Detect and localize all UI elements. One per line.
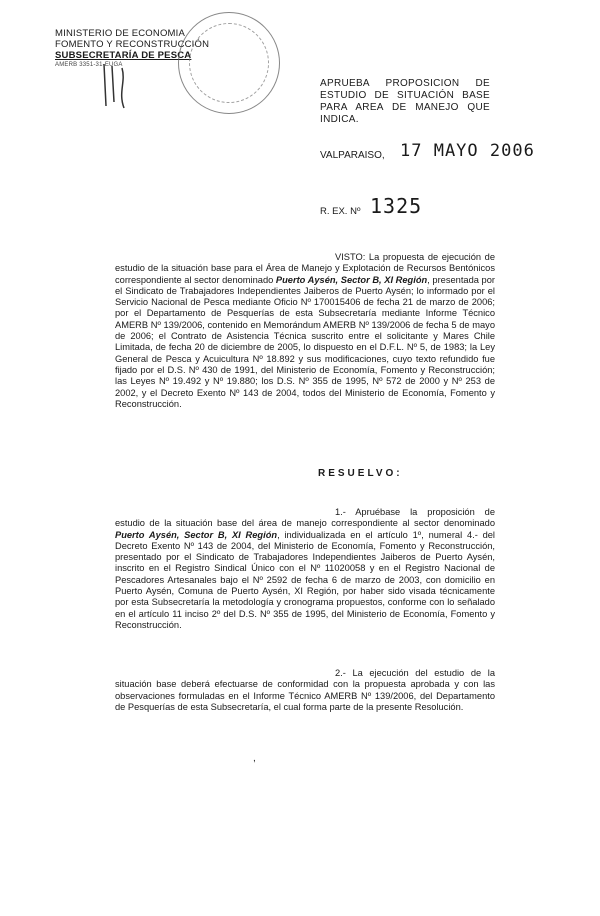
letterhead-ministry: MINISTERIO DE ECONOMIA — [55, 28, 186, 39]
handwritten-mark — [96, 62, 136, 110]
place-label: VALPARAISO, — [320, 150, 385, 161]
article-2-paragraph: 2.- La ejecución del estudio de la situación base deberá efectuarse de conformidad con la propuesta aprobada y con las observaciones formuladas en el Informe Técnico AMERB Nº 139/2006, del Departamento de Pesquerías de esta Subsecretaría, el cual forma parte de la presente Resolución. — [115, 668, 495, 712]
visto-paragraph: VISTO: La propuesta de ejecución de estudio de la situación base para el Área de Manejo y Explotación de Recursos Bentónicos correspondiente al sector denominado Puerto Aysén, Sector B, XI Región, presentada por el Sindicato de Trabajadores Independientes Jaiberos de Puerto Aysén; lo informado por el Servicio Nacional de Pesca mediante Oficio Nº 170015406 de fecha 21 de marzo de 2006; por el Departamento de Pesquerías de esta Subsecretaría mediante Informe Técnico AMERB Nº 139/2006, contenido en Memorándum AMERB Nº 139/2006 de fecha 5 de mayo de 2006; el Contrato de Asistencia Técnica suscrito entre el solicitante y Mares Chile Limitada, de fecha 20 de diciembre de 2005, lo dispuesto en el D.F.L. Nº 5, de 1983; la Ley General de Pesca y Acuicultura Nº 18.892 y sus modificaciones, cuyo texto refundido fue fijado por el D.S. Nº 430 de 1991, del Ministerio de Economía, Fomento y Reconstrucción; las Leyes Nº 19.492 y Nº 19.880; los D.S. Nº 355 de 1995, Nº 572 de 2000 y Nº 253 de 2002, y el Decreto Exento Nº 143 de 2004, todos del Ministerio de Economía, Fomento y Reconstrucción. — [115, 252, 495, 409]
letterhead-fomento: FOMENTO Y RECONSTRUCCIÓN — [55, 39, 210, 50]
date-stamp: 17 MAYO 2006 — [400, 141, 535, 161]
resolution-label: R. EX. Nº — [320, 206, 361, 217]
resolution-number: 1325 — [370, 194, 423, 218]
page-mark: , — [253, 753, 256, 764]
letterhead-reference: AMERB 3351-31-EUGA — [55, 62, 123, 68]
resuelvo-heading: RESUELVO: — [318, 468, 403, 479]
official-seal-stamp — [178, 12, 280, 114]
sector-name: Puerto Aysén, Sector B, XI Región — [275, 274, 428, 285]
document-title: APRUEBA PROPOSICION DE ESTUDIO DE SITUACIÓN BASE PARA AREA DE MANEJO QUE INDICA. — [320, 78, 490, 125]
letterhead-subsecretaria: SUBSECRETARÍA DE PESCA — [55, 50, 192, 61]
article-1-paragraph: 1.- Apruébase la proposición de estudio de la situación base del área de manejo correspondiente al sector denominado Puerto Aysén, Sector B, XI Región, individualizada en el artículo 1º, numeral 4.- del Decreto Exento Nº 143 de 2004, del Ministerio de Economía, Fomento y Reconstrucción, presentado por el Sindicato de Trabajadores Independientes Jaiberos de Puerto Aysén, inscrito en el Registro Sindical Único con el Nº 11020058 y en el Registro Nacional de Pescadores Artesanales bajo el Nº 2592 de fecha 6 de marzo de 2003, con domicilio en Puerto Aysén, Comuna de Puerto Aysén, XI Región, por haber sido visada técnicamente por esta Subsecretaría la metodología y cronograma propuestos, conforme con lo señalado en el artículo 11 inciso 2º del D.S. Nº 355 de 1995, del Ministerio de Economía, Fomento y Reconstrucción. — [115, 507, 495, 630]
sector-name-article-1: Puerto Aysén, Sector B, XI Región — [115, 529, 278, 540]
